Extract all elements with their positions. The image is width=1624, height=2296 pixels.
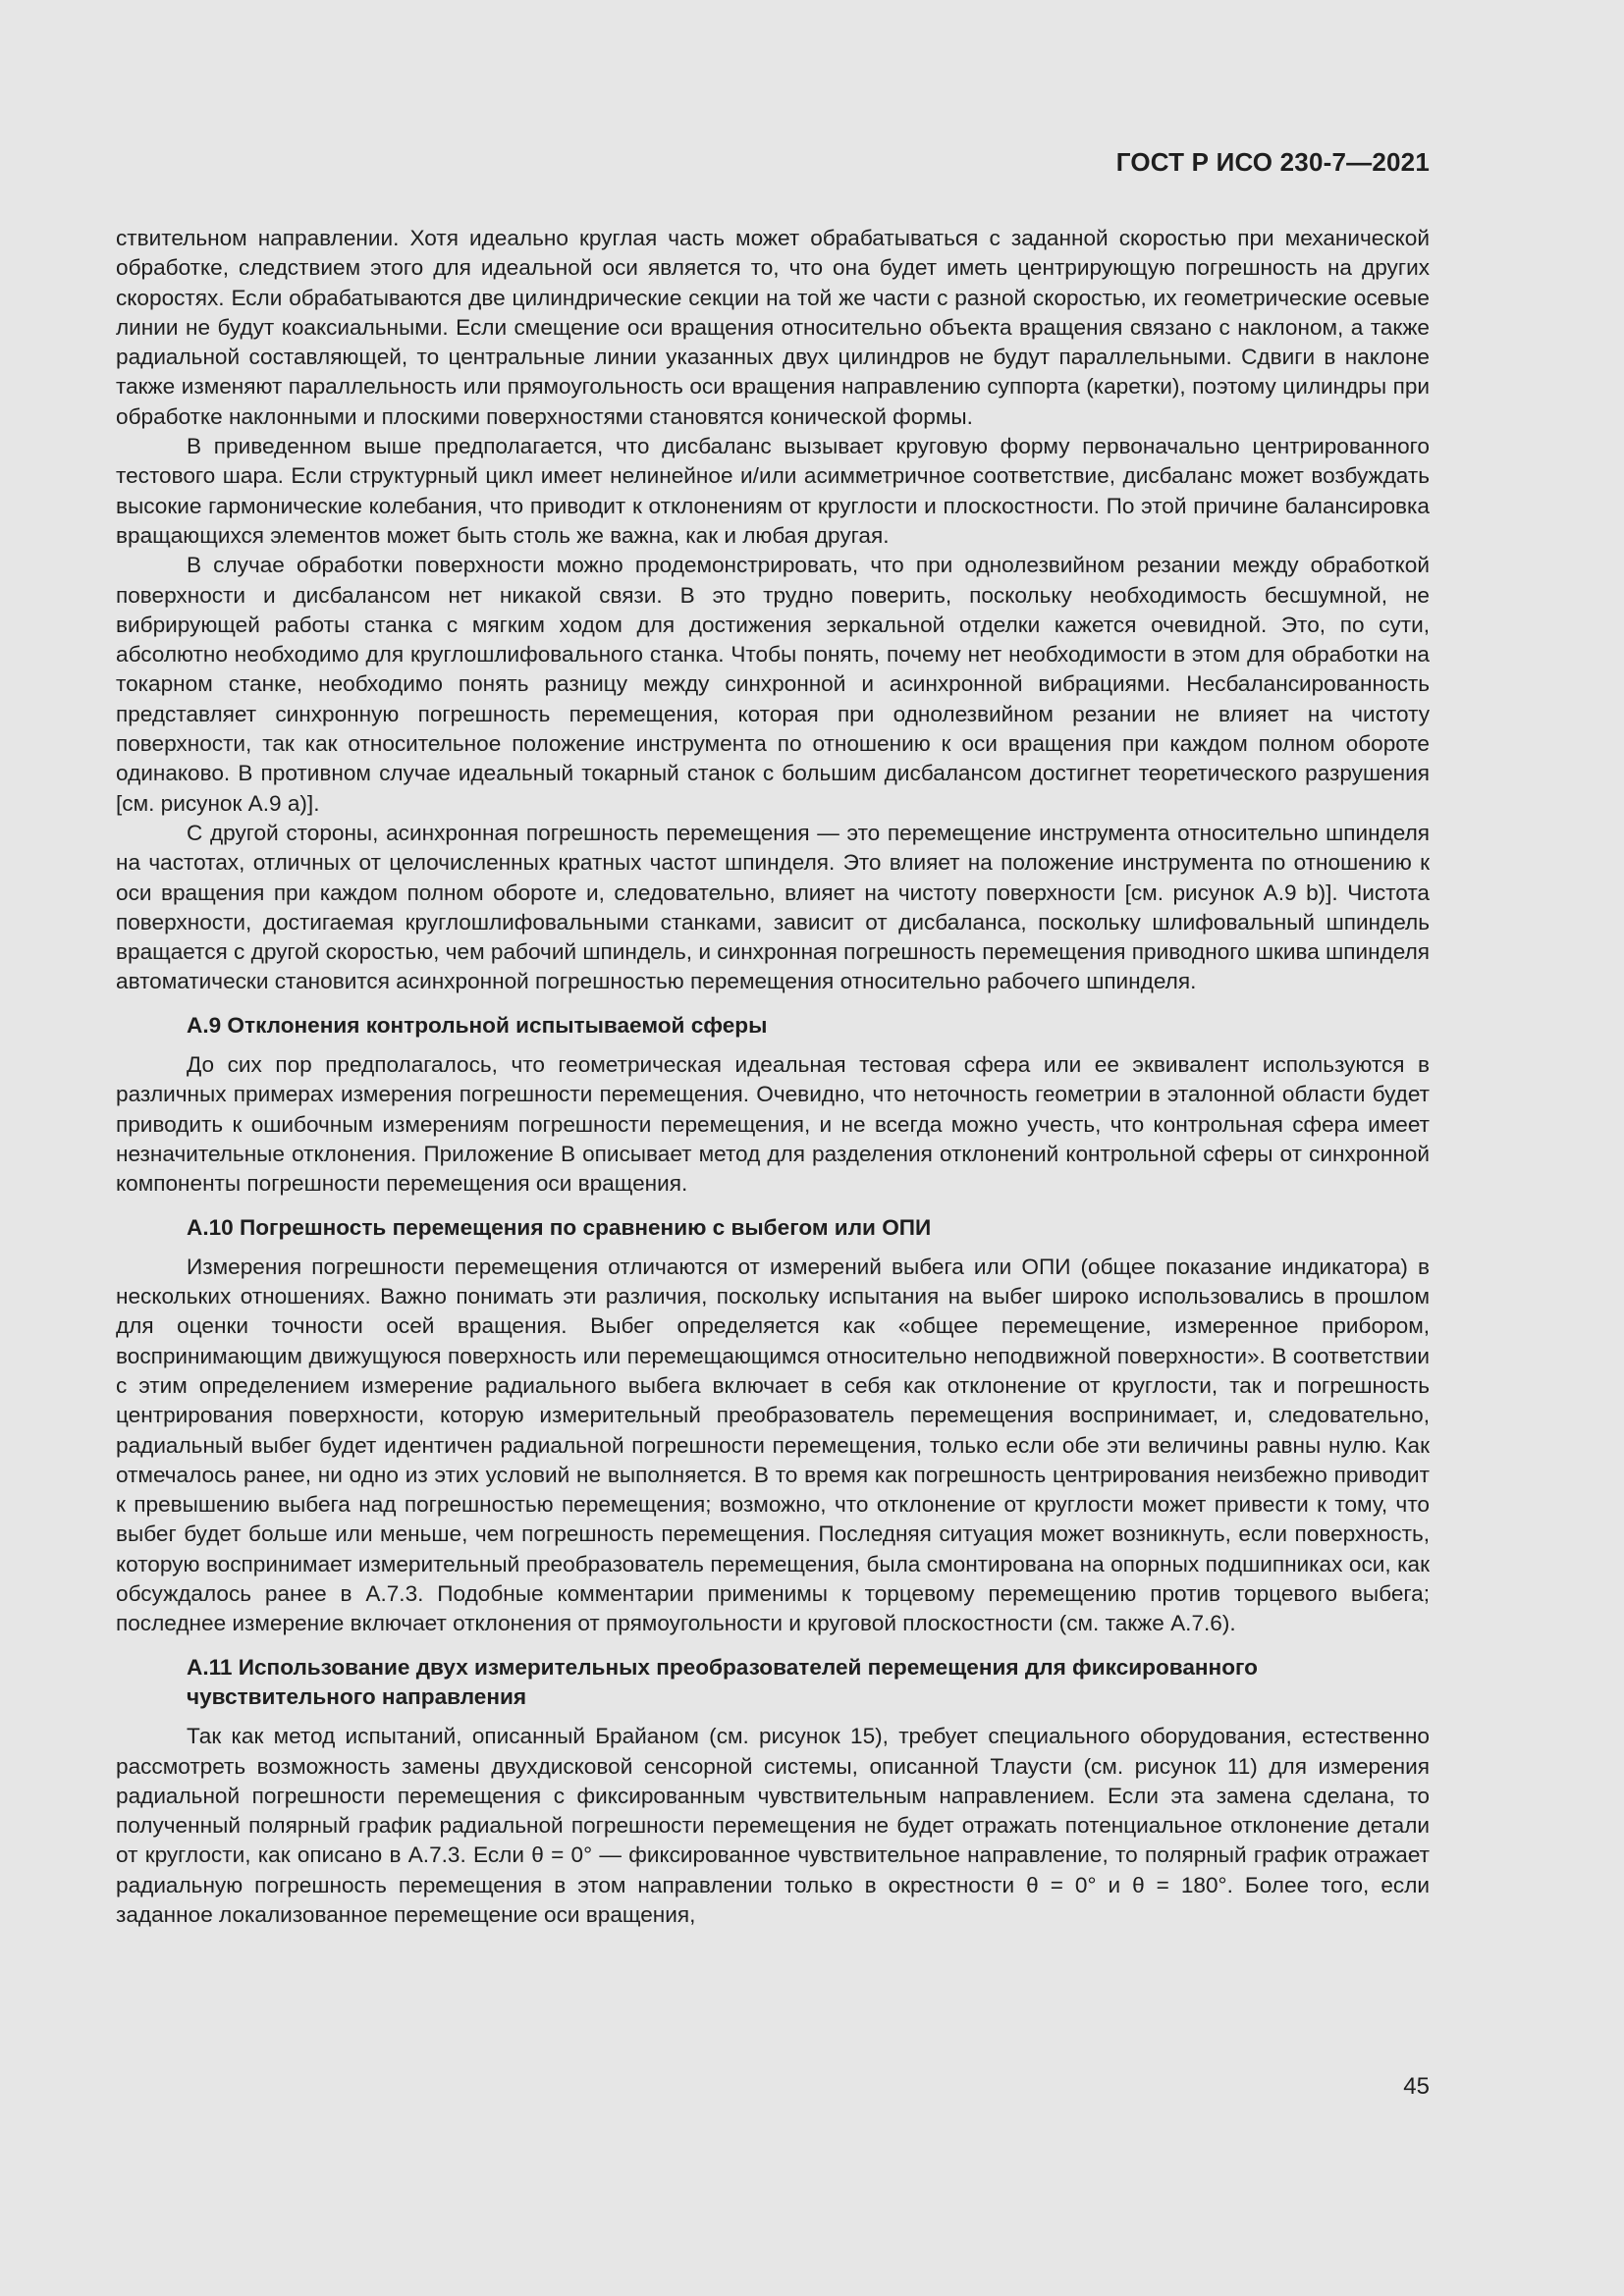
document-body bbox=[116, 224, 1430, 1930]
document-header: ГОСТ Р ИСО 230-7—2021 bbox=[1115, 147, 1430, 177]
section-heading-a11: А.11 Использование двух измерительных преобразователей перемещения для фиксированного чувствительного направления bbox=[187, 1654, 1258, 1709]
section-heading-a9: А.9 Отклонения контрольной испытываемой сферы bbox=[187, 1012, 768, 1038]
paragraph-surface-finish: В случае обработки поверхности можно продемонстрировать, что при однолезвийном резании между обработкой поверхности и дисбалансом нет никакой связи. В это трудно поверить, поскольку необходимость бесшумной, не вибрирующей работы станка с мягким ходом для достижения зеркальной отделки кажется очевидной. Это, по сути, абсолютно необходимо для круглошлифовального станка. Чтобы понять, почему нет необходимости в этом для обработки на токарном станке, необходимо понять разницу между синхронной и асинхронной вибрациями. Несбалансированность представляет синхронную погрешность перемещения, которая при однолезвийном резании не влияет на чистоту поверхности, так как относительное положение инструмента по отношению к оси вращения при каждом полном обороте одинаково. В противном случае идеальный токарный станок с большим дисбалансом достигнет теоретического разрушения [см. рисунок А.9 а)]. bbox=[116, 553, 1430, 816]
paragraph-imbalance: В приведенном выше предполагается, что дисбаланс вызывает круговую форму первоначально центрированного тестового шара. Если структурный цикл имеет нелинейное и/или асимметричное соответствие, дисбаланс может возбуждать высокие гармонические колебания, что приводит к отклонениям от круглости и плоскостности. По этой причине балансировка вращающихся элементов может быть столь же важна, как и любая другая. bbox=[116, 434, 1430, 548]
section-text-a10: Измерения погрешности перемещения отличаются от измерений выбега или ОПИ (общее показание индикатора) в нескольких отношениях. Важно понимать эти различия, поскольку испытания на выбег широко использовались в прошлом для оценки точности осей вращения. Выбег определяется как «общее перемещение, измеренное прибором, воспринимающим движущуюся поверхность или перемещающимся относительно неподвижной поверхности». В соответствии с этим определением измерение радиального выбега включает в себя как отклонение от круглости, так и погрешность центрирования поверхности, которую измерительный преобразователь перемещения воспринимает, и, следовательно, радиальный выбег будет идентичен радиальной погрешности перемещения, только если обе эти величины равны нулю. Как отмечалось ранее, ни одно из этих условий не выполняется. В то время как погрешность центрирования неизбежно приводит к превышению выбега над погрешностью перемещения; возможно, что отклонение от круглости может привести к тому, что выбег будет больше или меньше, чем погрешность перемещения. Последняя ситуация может возникнуть, если поверхность, которую воспринимает измерительный преобразователь перемещения, была смонтирована на опорных подшипниках оси, как обсуждалось ранее в А.7.3. Подобные комментарии применимы к торцевому перемещению против торцевого выбега; последнее измерение включает отклонения от прямоугольности и круговой плоскостности (см. также А.7.6). bbox=[116, 1254, 1430, 1636]
paragraph-asynchronous-error: С другой стороны, асинхронная погрешность перемещения — это перемещение инструмента относительно шпинделя на частотах, отличных от целочисленных кратных частот шпинделя. Это влияет на положение инструмента по отношению к оси вращения при каждом полном обороте и, следовательно, влияет на чистоту поверхности [см. рисунок А.9 b)]. Чистота поверхности, достигаемая круглошлифовальными станками, зависит от дисбаланса, поскольку шлифовальный шпиндель вращается с другой скоростью, чем рабочий шпиндель, и синхронная погрешность перемещения приводного шкива шпинделя автоматически становится асинхронной погрешностью перемещения относительно рабочего шпинделя. bbox=[116, 820, 1430, 994]
section-text-a11: Так как метод испытаний, описанный Брайаном (см. рисунок 15), требует специального оборудования, естественно рассмотреть возможность замены двухдисковой сенсорной системы, описанной Тлаусти (см. рисунок 11) для измерения радиальной погрешности перемещения с фиксированным чувствительным направлением. Если эта замена сделана, то полученный полярный график радиальной погрешности перемещения не будет отражать потенциальное отклонение детали от круглости, как описано в А.7.3. Если θ = 0° — фиксированное чувствительное направление, то полярный график отражает радиальную погрешность перемещения в этом направлении только в окрестности θ = 0° и θ = 180°. Более того, если заданное локализованное перемещение оси вращения, bbox=[116, 1724, 1430, 1928]
section-text-a9: До сих пор предполагалось, что геометрическая идеальная тестовая сфера или ее эквивалент используются в различных примерах измерения погрешности перемещения. Очевидно, что неточность геометрии в эталонной области будет приводить к ошибочным измерениям погрешности перемещения, и не всегда можно учесть, что контрольная сфера имеет незначительные отклонения. Приложение В описывает метод для разделения отклонений контрольной сферы от синхронной компоненты погрешности перемещения оси вращения. bbox=[116, 1052, 1430, 1197]
section-heading-a10: А.10 Погрешность перемещения по сравнению с выбегом или ОПИ bbox=[187, 1214, 932, 1240]
page-number: 45 bbox=[1403, 2073, 1430, 2100]
paragraph-continuation: ствительном направлении. Хотя идеально круглая часть может обрабатываться с заданной скоростью при механической обработке, следствием этого для идеальной оси является то, что она будет иметь центрирующую погрешность на других скоростях. Если обрабатываются две цилиндрические секции на той же части с разной скоростью, их геометрические осевые линии не будут коаксиальными. Если смещение оси вращения относительно объекта вращения связано с наклоном, а также радиальной составляющей, то центральные линии указанных двух цилиндров не будут параллельными. Сдвиги в наклоне также изменяют параллельность или прямоугольность оси вращения направлению суппорта (каретки), поэтому цилиндры при обработке наклонными и плоскими поверхностями становятся конической формы. bbox=[116, 226, 1430, 429]
